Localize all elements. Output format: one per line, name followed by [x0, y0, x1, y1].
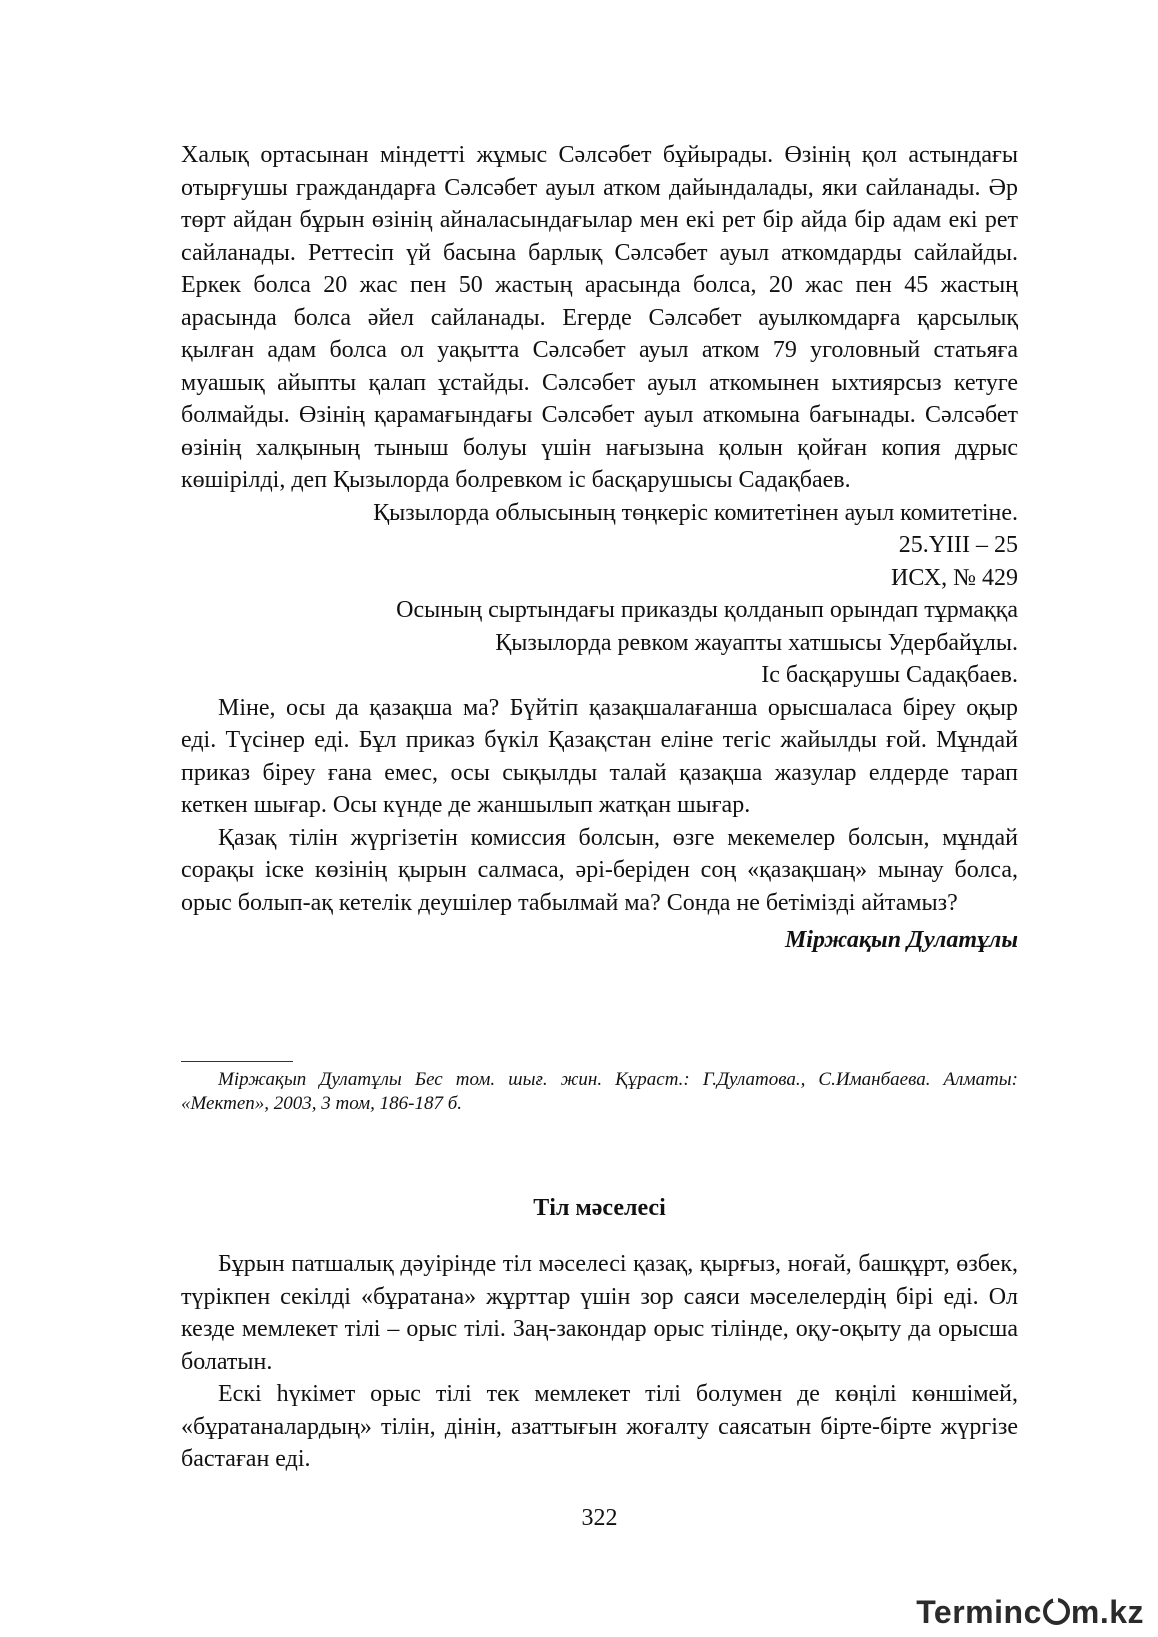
decree-instruction-line: Осының сыртындағы приказды қолданып орындап тұрмаққа — [396, 597, 1018, 623]
watermark-text-start: Terminc — [916, 1594, 1042, 1630]
section-text-block — [181, 1248, 1018, 1476]
decree-address-line: Қызылорда облысының төңкеріс комитетінен ауыл комитетіне. — [373, 499, 1018, 526]
termincom-watermark-logo — [916, 1594, 1144, 1631]
footnote: Міржақып Дулатұлы Бес том. шығ. жин. Құраст.: Г.Дулатова., С.Иманбаева. Алматы: «Мектеп», 2003, 3 том, 186-187 б. — [181, 1069, 1018, 1114]
power-o-icon — [1043, 1598, 1070, 1625]
commentary-paragraph-2: Қазақ тілін жүргізетін комиссия болсын, өзге мекемелер болсын, мұндай сорақы іске көзінің қырын салмаса, әрі-беріден соң «қазақшаң» мынау болса, орыс болып-ақ кетелік деушілер табылмай ма? Сонда не бетімізді айтамыз? — [181, 824, 1018, 916]
decree-text-block — [181, 139, 1018, 957]
decree-paragraph: Халық ортасынан міндетті жұмыс Сәлсәбет бұйырады. Өзінің қол астындағы отырғушы граждандарға Сәлсәбет ауыл атком дайындалады, яки сайланады. Әр төрт айдан бұрын өзінің айналасындағылар мен екі рет бір айда бір адам екі рет сайланады. Реттесіп үй басына барлық Сәлсәбет ауыл аткомдарды сайлайды. Еркек болса 20 жас пен 50 жастың арасында болса, 20 жас пен 45 жастың арасында болса әйел сайланады. Егерде Сәлсәбет ауылкомдарға қарсылық қылған адам болса ол уақытта Сәлсәбет ауыл атком 79 уголовный статьяға муашық айыпты қалап ұстайды. Сәлсәбет ауыл аткомынен ыхтиярсыз кетуге болмайды. Өзінің қарамағындағы Сәлсәбет ауыл аткомына бағынады. Сәлсәбет өзінің халқының тыныш болуы үшін нағызына қолын қойған копия дұрыс көшірілді, деп Қызылорда болревком іс басқарушысы Садақбаев. — [181, 142, 1018, 493]
footnote-divider — [181, 1061, 293, 1062]
page-number: 322 — [581, 1505, 618, 1531]
watermark-text-end: m.kz — [1070, 1594, 1144, 1630]
section-paragraph-2: Ескі һүкімет орыс тілі тек мемлекет тілі болумен де көңілі көншімей, «бұратаналардың» тілін, дінін, азаттығын жоғалту саясатын бірте-бірте жүргізе бастаған еді. — [181, 1381, 1018, 1472]
section-heading: Тіл мәселесі — [533, 1195, 666, 1221]
decree-date-line: 25.ҮІІІ – 25 — [898, 532, 1018, 558]
commentary-paragraph-1: Міне, осы да қазақша ма? Бүйтіп қазақшалағанша орысшаласа біреу оқыр еді. Түсінер еді. Бұл приказ бүкіл Қазақстан еліне тегіс жайылды ғой. Мұндай приказ біреу ғана емес, осы сықылды талай қазақша жазулар елдерде тарап кеткен шығар. Осы күнде де жаншылып жатқан шығар. — [181, 694, 1018, 818]
author-signature: Міржақып Дулатұлы — [784, 927, 1018, 953]
decree-secretary-line: Қызылорда ревком жауапты хатшысы Удербайұлы. — [495, 629, 1018, 656]
decree-manager-line: Іс басқарушы Садақбаев. — [761, 662, 1018, 688]
section-paragraph-1: Бұрын патшалық дәуірінде тіл мәселесі қазақ, қырғыз, ноғай, башқұрт, өзбек, түрікпен секілді «бұратана» жұрттар үшін зор саяси мәселелердің бірі еді. Ол кезде мемлекет тілі – орыс тілі. Заң-закондар орыс тілінде, оқу-оқыту да орысша болатын. — [181, 1251, 1018, 1375]
decree-number-line: ИСХ, № 429 — [891, 564, 1018, 591]
